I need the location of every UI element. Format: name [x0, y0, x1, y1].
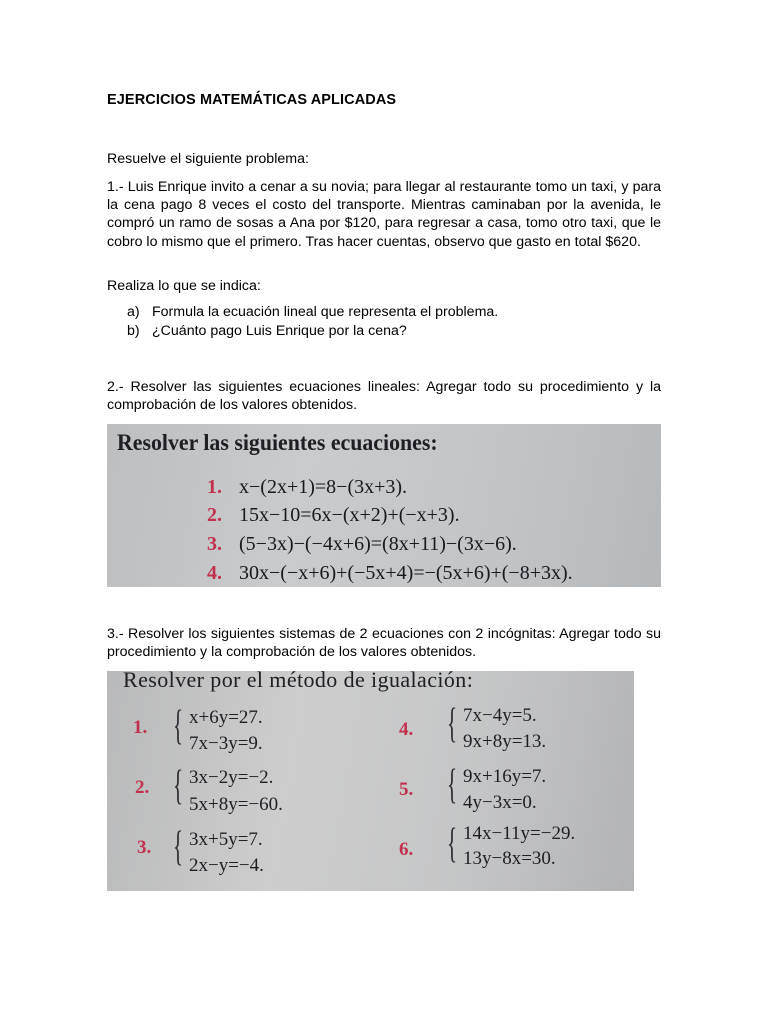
equation-text: (5−3x)−(−4x+6)=(8x+11)−(3x−6).	[239, 533, 517, 555]
problem-2-text: 2.- Resolver las siguientes ecuaciones lineales: Agregar todo su procedimiento y la comprobación de los valores obtenidos.	[107, 379, 661, 414]
system-equation: 3x+5y=7.	[189, 829, 263, 850]
system-equation: 4y−3x=0.	[463, 792, 537, 813]
system-equation: x+6y=27.	[189, 707, 263, 728]
list-item	[127, 322, 667, 341]
equation-text: 30x−(−x+6)+(−5x+4)=−(5x+6)+(−8+3x).	[239, 562, 573, 584]
brace-icon: {	[447, 821, 458, 867]
equation-row	[207, 533, 517, 556]
equation-number: 2.	[207, 504, 222, 526]
brace-icon: {	[447, 701, 458, 747]
system-number: 6.	[399, 839, 414, 860]
list-marker: b)	[127, 323, 140, 339]
problem-3-text: 3.- Resolver los siguientes sistemas de 2 ecuaciones con 2 incógnitas: Agregar todo su procedimiento y la comprobación de los valores obtenidos.	[107, 626, 661, 661]
brace-icon: {	[173, 703, 184, 749]
equation-row	[207, 504, 460, 527]
system-number: 5.	[399, 779, 414, 800]
document-title: EJERCICIOS MATEMÁTICAS APLICADAS	[107, 92, 397, 108]
system-number: 4.	[399, 719, 414, 740]
list-item-text: ¿Cuánto pago Luis Enrique por la cena?	[152, 323, 407, 339]
list-marker: a)	[127, 304, 140, 320]
system-equation: 3x−2y=−2.	[189, 767, 274, 788]
system-equation: 5x+8y=−60.	[189, 794, 283, 815]
system-number: 1.	[133, 717, 148, 738]
systems-photo-heading: Resolver por el método de igualación:	[123, 671, 474, 692]
equation-text: x−(2x+1)=8−(3x+3).	[239, 476, 408, 498]
list-item	[127, 303, 667, 322]
brace-icon: {	[173, 824, 184, 870]
equation-text: 15x−10=6x−(x+2)+(−x+3).	[239, 504, 460, 526]
system-number: 2.	[135, 777, 150, 798]
system-equation: 2x−y=−4.	[189, 855, 264, 876]
system-equation: 9x+16y=7.	[463, 766, 547, 787]
problem-1-text: 1.- Luis Enrique invito a cenar a su novia; para llegar al restaurante tomo un taxi, y para la cena pago 8 veces el costo del transporte. Mientras caminaban por la avenida, le compró un ramo de sosas a Ana por $120, para regresar a casa, tomo otro taxi, que le cobro lo mismo que el primero. Tras hacer cuentas, observo que gasto en total $620.	[107, 179, 661, 250]
system-equation: 9x+8y=13.	[463, 731, 547, 752]
equations-photo	[107, 424, 661, 587]
system-number: 3.	[137, 837, 152, 858]
equation-number: 1.	[207, 476, 222, 498]
equation-number: 3.	[207, 533, 222, 555]
intro-text: Resuelve el siguiente problema:	[107, 151, 309, 167]
equation-number: 4.	[207, 562, 222, 584]
brace-icon: {	[447, 762, 458, 808]
system-equation: 13y−8x=30.	[463, 848, 556, 869]
problem-1-list	[127, 303, 667, 341]
system-equation: 14x−11y=−29.	[463, 823, 576, 844]
list-item-text: Formula la ecuación lineal que representa el problema.	[152, 304, 499, 320]
system-equation: 7x−4y=5.	[463, 705, 537, 726]
systems-photo	[107, 671, 634, 891]
brace-icon: {	[173, 763, 184, 809]
system-equation: 7x−3y=9.	[189, 733, 263, 754]
problem-1-instruction: Realiza lo que se indica:	[107, 278, 261, 294]
equations-photo-heading: Resolver las siguientes ecuaciones:	[117, 430, 438, 455]
equation-row	[207, 562, 573, 585]
equation-row	[207, 476, 407, 499]
